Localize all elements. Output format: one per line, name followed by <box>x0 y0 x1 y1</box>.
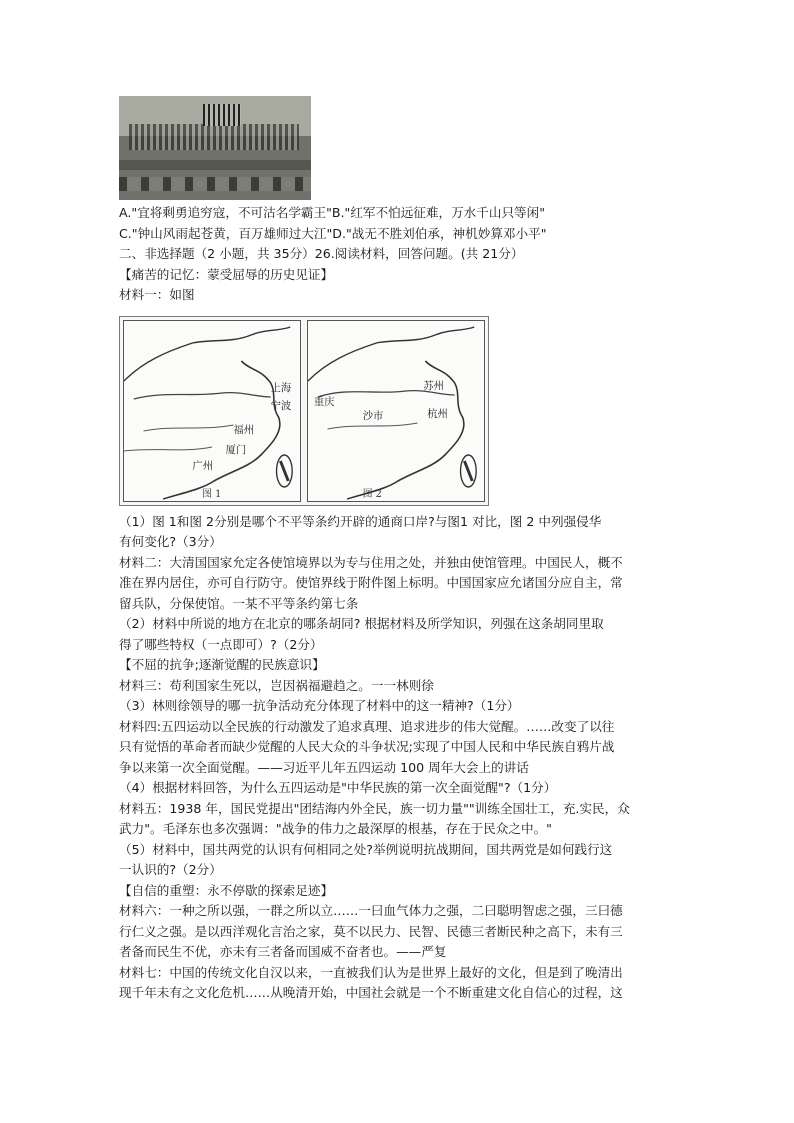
map2-label-3: 杭州 <box>427 407 448 420</box>
option-cd: C."钟山风雨起苍黄，百万雄师过大江"D."战无不胜刘伯承，神机妙算邓小平" <box>119 225 547 241</box>
material-6-line-1: 材料六：一种之所以强，一群之所以立……一曰血气体力之强，二曰聪明智虑之强，三曰德 <box>119 903 623 918</box>
material-4-line-1: 材料四:五四运动以全民族的行动激发了追求真理、追求进步的伟大觉醒。……改变了以往 <box>119 718 615 734</box>
question-3: （3）林则徐领导的哪一抗争活动充分体现了材料中的这一精神?（1分） <box>119 698 520 713</box>
map1-label-2: 福州 <box>233 423 255 436</box>
material-3: 材料三：苟利国家生死以，岂因祸福避趋之。一一林则徐 <box>119 677 434 693</box>
question-1-line-1: （1）图 1和图 2分别是哪个不平等条约开辟的通商口岸?与图1 对比，图 2 中列强侵华 <box>119 513 602 529</box>
material-6-line-3: 者备而民生不优，亦未有三者备而国威不奋者也。——严复 <box>119 944 447 959</box>
map-figure <box>119 316 489 506</box>
map2-label-2: 沙市 <box>362 409 384 422</box>
question-2-line-2: 得了哪些特权（一点即可）?（2分） <box>119 636 323 652</box>
historical-photo <box>119 96 311 200</box>
map1-caption: 图 1 <box>202 488 222 500</box>
map-figure-2 <box>307 320 485 502</box>
material-4-line-3: 争以来第一次全面觉醒。——习近平儿年五四运动 100 周年大会上的讲话 <box>119 759 529 775</box>
material-2-line-2: 准在界内居住，亦可自行防守。使馆界线于附件图上标明。中国国家应允诸国分应自主，常 <box>119 575 623 590</box>
material-1: 材料一：如图 <box>119 287 195 302</box>
section-header: 二、非选择题（2 小题，共 35分）26.阅读材料，回答问题。(共 21分） <box>119 246 524 261</box>
map-figure-1 <box>123 320 301 502</box>
question-1-line-2: 有何变化?（3分） <box>119 534 222 549</box>
material-4-line-2: 只有觉悟的革命者而缺少觉醒的人民大众的斗争状况;实现了中国人民和中华民族自鸦片战 <box>119 739 615 754</box>
question-5-line-1: （5）材料中，国共两党的认识有何相同之处?举例说明抗战期间，国共两党是如何践行这 <box>119 841 613 857</box>
material-5-line-2: 武力"。毛泽东也多次强调："战争的伟力之最深厚的根基，存在于民众之中。" <box>119 821 552 836</box>
material-7-line-2: 现千年未有之文化危机……从晚清开始，中国社会就是一个不断重建文化自信心的过程，这 <box>119 985 623 1000</box>
map2-label-0: 苏州 <box>423 379 444 392</box>
material-2-line-1: 材料二：大清国国家允定各使馆境界以为专与住用之处，并独由使馆管理。中国民人，概不 <box>119 554 623 570</box>
material-5-line-1: 材料五：1938 年，国民党提出"团结海内外全民，族一切力量""训练全国壮工，充.实民，众 <box>119 800 630 816</box>
map1-label-1: 宁波 <box>270 399 292 412</box>
map1-label-3: 厦门 <box>225 443 247 456</box>
material-2-line-3: 留兵队，分保使馆。一某不平等条约第七条 <box>119 595 359 611</box>
question-2-line-1: （2）材料中所说的地方在北京的哪条胡同? 根据材料及所学知识，列强在这条胡同里取 <box>119 616 604 631</box>
map1-label-0: 上海 <box>270 381 292 394</box>
theme-title-1: 【痛苦的记忆：蒙受屈辱的历史见证】 <box>119 266 334 282</box>
exam-page <box>119 96 679 1004</box>
option-ab: A."宜将剩勇追穷寇，不可沽名学霸王"B."红军不怕远征难，万水千山只等闲" <box>119 205 546 220</box>
map1-label-4: 广州 <box>192 459 213 472</box>
question-4: （4）根据材料回答，为什么五四运动是"中华民族的第一次全面觉醒"?（1分） <box>119 780 557 795</box>
question-5-line-2: 一认识的?（2分） <box>119 862 222 877</box>
theme-title-2: 【不屈的抗争;逐渐觉醒的民族意识】 <box>119 657 325 672</box>
material-6-line-2: 行仁义之强。是以西洋观化言治之家，莫不以民力、民智、民德三者断民种之高下，未有三 <box>119 923 623 939</box>
material-7-line-1: 材料七：中国的传统文化自汉以来，一直被我们认为是世界上最好的文化，但是到了晚清出 <box>119 964 623 980</box>
theme-title-3: 【自信的重塑：永不停歇的探索足迹】 <box>119 882 334 898</box>
map2-label-1: 重庆 <box>313 395 335 408</box>
map2-caption: 图 2 <box>362 488 382 500</box>
